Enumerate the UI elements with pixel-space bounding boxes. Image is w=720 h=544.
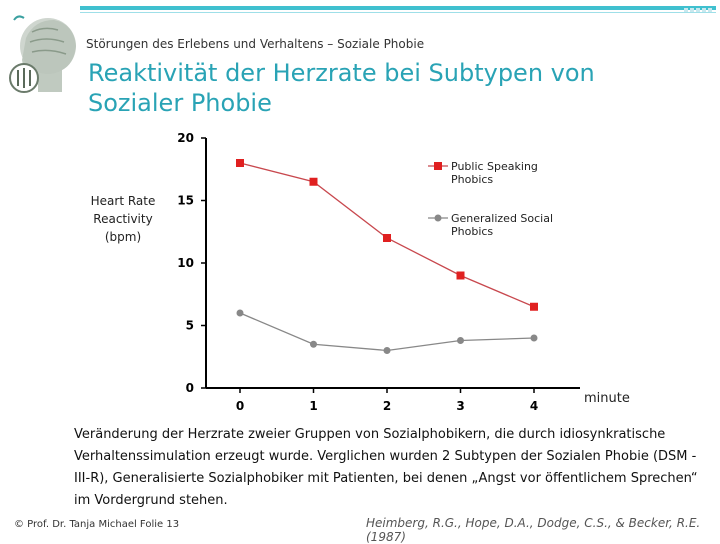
legend-label: Generalized Social Phobics: [451, 212, 554, 238]
slide-subtitle: Störungen des Erlebens und Verhaltens – Soziale Phobie: [86, 37, 425, 51]
x-tick-label: 1: [309, 399, 318, 413]
anatomy-head-logo-icon: [4, 8, 80, 100]
data-point-square: [383, 234, 391, 242]
y-tick-label: 15: [177, 193, 194, 208]
legend-marker-square: [434, 162, 442, 170]
header-accent-line: [80, 6, 716, 10]
y-tick-label: 5: [185, 318, 194, 333]
x-tick-label: 3: [456, 399, 465, 413]
data-point-circle: [384, 347, 391, 354]
footer-credit: © Prof. Dr. Tanja Michael Folie 13: [14, 519, 180, 530]
slide-title: Reaktivität der Herzrate bei Subtypen von Sozialer Phobie: [88, 59, 595, 117]
y-tick-label: 0: [185, 381, 194, 395]
data-point-square: [236, 159, 244, 167]
data-point-square: [310, 178, 318, 186]
data-point-square: [457, 272, 465, 280]
y-tick-label: 20: [177, 131, 194, 145]
data-point-circle: [310, 341, 317, 348]
x-tick-label: 0: [235, 399, 245, 413]
x-tick-label: 2: [382, 399, 392, 413]
data-point-circle: [531, 335, 538, 342]
data-point-circle: [237, 310, 244, 317]
legend-marker-circle: [435, 215, 442, 222]
header-dots: [684, 8, 712, 12]
heart-rate-line-chart: [160, 120, 590, 420]
data-point-circle: [457, 337, 464, 344]
footer-citation: Heimberg, R.G., Hope, D.A., Dodge, C.S., & Becker, R.E. (1987): [366, 516, 701, 544]
y-tick-label: 10: [177, 256, 194, 270]
x-tick-label: 4: [529, 399, 539, 413]
slide-caption: Veränderung der Herzrate zweier Gruppen von Sozialphobikern, die durch idiosynkratische Verhaltenssimulation erzeugt wurde. Verglichen wurden 2 Subtypen der Sozialen Phobie (DSM -III-R), Generalisierte Sozialphobiker mit Patienten, bei denen „Angst vor öffentlichem Sprechen“ im Vordergrund stehen.: [74, 427, 698, 508]
y-axis-label: Heart Rate Reactivity (bpm): [90, 194, 156, 244]
header-accent-line-thin: [80, 12, 716, 13]
data-point-square: [530, 303, 538, 311]
x-axis-label: minute: [584, 391, 630, 406]
series-line-generalized: [240, 313, 534, 351]
legend-label: Public Speaking Phobics: [451, 160, 538, 186]
